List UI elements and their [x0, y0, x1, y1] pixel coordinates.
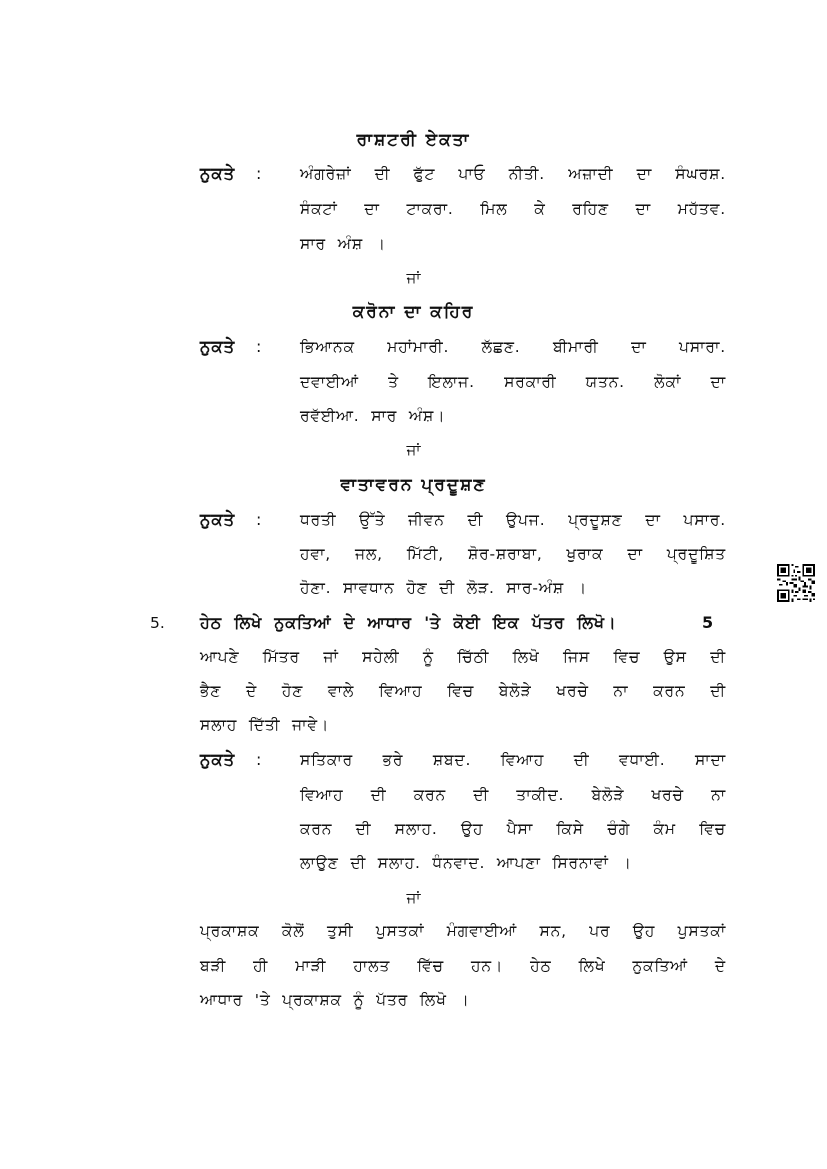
- alt-prompt-line: ਬੜੀ ਹੀ ਮਾੜੀ ਹਾਲਤ ਵਿੱਚ ਹਨ। ਹੇਠ ਲਿਖੇ ਨੁਕਤਿਆਂ ਦੇ: [200, 957, 726, 975]
- points-line: ਵਿਆਹ ਦੀ ਕਰਨ ਦੀ ਤਾਕੀਦ. ਬੇਲੋੜੇ ਖਰਚੇ ਨਾ: [300, 786, 726, 804]
- points-line: ਰਵੱਈਆ. ਸਾਰ ਅੰਸ਼।: [300, 407, 446, 425]
- or-separator: ਜਾਂ: [406, 441, 421, 459]
- topic-heading-corona: ਕਰੋਨਾ ਦਾ ਕਹਿਰ: [352, 302, 475, 322]
- points-label: ਨੁਕਤੇ: [200, 164, 236, 183]
- prompt-line: ਆਪਣੇ ਮਿੱਤਰ ਜਾਂ ਸਹੇਲੀ ਨੂੰ ਚਿੱਠੀ ਲਿਖੋ ਜਿਸ ਵਿਚ ਉਸ ਦੀ: [200, 648, 726, 666]
- points-line: ਧਰਤੀ ਉੱਤੇ ਜੀਵਨ ਦੀ ਉਪਜ. ਪ੍ਰਦੂਸ਼ਣ ਦਾ ਪਸਾਰ.: [300, 511, 726, 529]
- points-colon: :: [256, 164, 262, 183]
- points-label: ਨੁਕਤੇ: [200, 510, 236, 529]
- or-separator: ਜਾਂ: [406, 269, 421, 287]
- question-number: 5.: [150, 614, 165, 632]
- prompt-line: ਭੈਣ ਦੇ ਹੋਣ ਵਾਲੇ ਵਿਆਹ ਵਿਚ ਬੇਲੋੜੇ ਖਰਚੇ ਨਾ ਕਰਨ ਦੀ: [200, 682, 726, 700]
- points-line: ਹਵਾ, ਜਲ, ਮਿੱਟੀ, ਸ਼ੋਰ-ਸ਼ਰਾਬਾ, ਖੁਰਾਕ ਦਾ ਪ੍ਰਦੂਸ਼ਿਤ: [300, 545, 726, 563]
- alt-prompt-line: ਪ੍ਰਕਾਸ਼ਕ ਕੋਲੋਂ ਤੁਸੀ ਪੁਸਤਕਾਂ ਮੰਗਵਾਈਆਂ ਸਨ, ਪਰ ਉਹ ਪੁਸਤਕਾਂ: [200, 922, 726, 940]
- points-label: ਨੁਕਤੇ: [200, 337, 236, 356]
- points-colon: :: [256, 750, 262, 769]
- qr-code-icon: [777, 564, 815, 602]
- question-marks: 5: [702, 613, 714, 632]
- points-line: ਸੰਕਟਾਂ ਦਾ ਟਾਕਰਾ. ਮਿਲ ਕੇ ਰਹਿਣ ਦਾ ਮਹੱਤਵ.: [300, 200, 726, 218]
- topic-heading-national-unity: ਰਾਸ਼ਟਰੀ ਏਕਤਾ: [356, 130, 471, 150]
- points-line: ਲਾਉਣ ਦੀ ਸਲਾਹ. ਧੰਨਵਾਦ. ਆਪਣਾ ਸਿਰਨਾਵਾਂ ।: [300, 854, 632, 872]
- prompt-line: ਸਲਾਹ ਦਿੱਤੀ ਜਾਵੇ।: [200, 716, 330, 734]
- or-separator: ਜਾਂ: [406, 889, 421, 907]
- points-label: ਨੁਕਤੇ: [200, 750, 236, 769]
- alt-prompt-line: ਆਧਾਰ 'ਤੇ ਪ੍ਰਕਾਸ਼ਕ ਨੂੰ ਪੱਤਰ ਲਿਖੋ ।: [200, 991, 470, 1009]
- points-line: ਅੰਗਰੇਜ਼ਾਂ ਦੀ ਫੁੱਟ ਪਾਓ ਨੀਤੀ. ਅਜ਼ਾਦੀ ਦਾ ਸੰਘਰਸ਼.: [300, 165, 726, 183]
- topic-heading-pollution: ਵਾਤਾਵਰਨ ਪ੍ਰਦੂਸ਼ਣ: [340, 475, 487, 495]
- points-line: ਹੋਣਾ. ਸਾਵਧਾਨ ਹੋਣ ਦੀ ਲੋੜ. ਸਾਰ-ਅੰਸ਼ ।: [300, 579, 587, 597]
- question-title: ਹੇਠ ਲਿਖੇ ਨੁਕਤਿਆਂ ਦੇ ਆਧਾਰ 'ਤੇ ਕੋਈ ਇਕ ਪੱਤਰ ਲਿਖੋ।: [200, 613, 617, 632]
- points-line: ਸਾਰ ਅੰਸ਼ ।: [300, 235, 386, 253]
- points-line: ਭਿਆਨਕ ਮਹਾਂਮਾਰੀ. ਲੱਛਣ. ਬੀਮਾਰੀ ਦਾ ਪਸਾਰਾ.: [300, 338, 726, 356]
- points-colon: :: [256, 337, 262, 356]
- points-line: ਦਵਾਈਆਂ ਤੇ ਇਲਾਜ. ਸਰਕਾਰੀ ਯਤਨ. ਲੋਕਾਂ ਦਾ: [300, 373, 726, 391]
- points-line: ਸਤਿਕਾਰ ਭਰੇ ਸ਼ਬਦ. ਵਿਆਹ ਦੀ ਵਧਾਈ. ਸਾਦਾ: [300, 751, 726, 769]
- points-colon: :: [256, 510, 262, 529]
- points-line: ਕਰਨ ਦੀ ਸਲਾਹ. ਉਹ ਪੈਸਾ ਕਿਸੇ ਚੰਗੇ ਕੰਮ ਵਿਚ: [300, 820, 726, 838]
